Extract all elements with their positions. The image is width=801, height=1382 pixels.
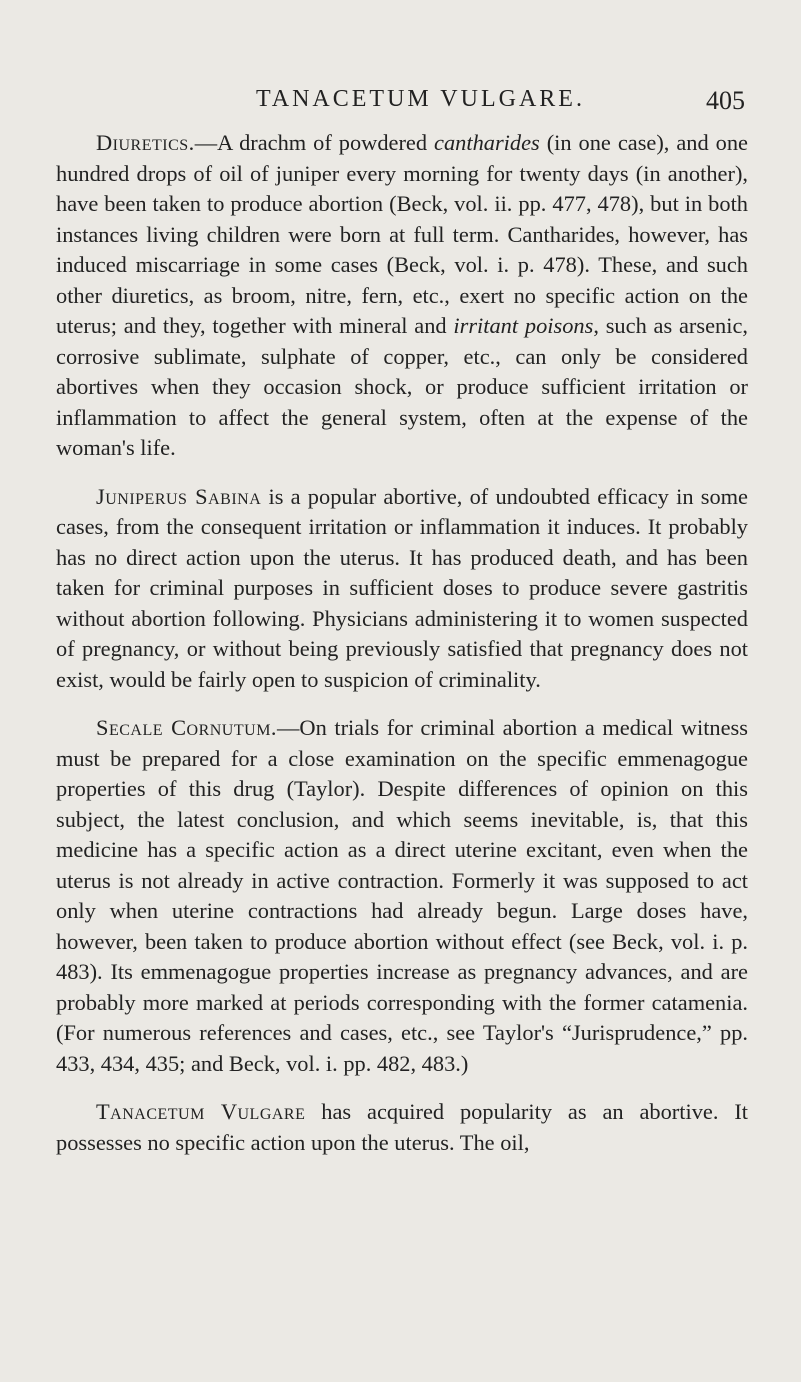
text-segment: —On trials for criminal abortion a medical witness must be prepared for a close examination on the specific emmenagogue properties of this drug (Taylor). Despite differences of opinion on this subject, the latest conclusion, and which seems inevitable, is, that this medicine has a specific action as a direct uterine excitant, even when the uterus is not already in active contraction. Formerly it was supposed to act only when uterine contractions had already begun. Large doses have, however, been taken to produce abortion without effect (see Beck, vol. i. p. 483). Its emmenagogue properties increase as pregnancy advances, and are probably more marked at periods corresponding with the former catamenia. (For numerous references and cases, etc., see Taylor's “Jurisprudence,” pp. 433, 434, 435; and Beck, vol. i. pp. 482, 483.): [56, 715, 748, 1076]
paragraph-lead: Tanacetum Vulgare: [96, 1099, 306, 1124]
text-segment: , such as arsenic, corrosive sublimate, sulphate of copper, etc., can only be considered abortives when they occasion shock, or produce sufficient irritation or inflammation to affect the general system, often at the expense of the woman's life.: [56, 313, 748, 460]
paragraph-secale-cornutum: [56, 713, 748, 1079]
text-segment: (in one case), and one hundred drops of oil of juniper every morning for twenty days (in another), have been taken to produce abortion (Beck, vol. ii. pp. 477, 478), but in both instances living children were born at full term. Cantharides, however, has induced miscarriage in some cases (Beck, vol. i. p. 478). These, and such other diuretics, as broom, nitre, fern, etc., exert no specific action on the uterus; and they, together with mineral and: [56, 130, 748, 338]
text-segment: is a popular abortive, of undoubted efficacy in some cases, from the consequent irritation or inflammation it induces. It probably has no direct action upon the uterus. It has produced death, and has been taken for criminal purposes in sufficient doses to produce severe gastritis without abortion following. Physicians administering it to women suspected of pregnancy, or without being previously satisfied that pregnancy does not exist, would be fairly open to suspicion of criminality.: [56, 483, 748, 692]
italic-term: cantharides: [434, 130, 540, 155]
italic-term: irritant poisons: [453, 313, 594, 338]
paragraph-tanacetum-vulgare: [56, 1097, 748, 1158]
page-body: [56, 128, 748, 1176]
paragraph-juniperus-sabina: [56, 482, 748, 696]
running-head-title: TANACETUM VULGARE.: [256, 86, 585, 112]
paragraph-lead: Diuretics.: [96, 130, 195, 155]
text-segment: has acquired popularity as an abortive. It possesses no specific action upon the uterus. The oil,: [56, 1099, 749, 1155]
running-head: [56, 86, 745, 116]
paragraph-lead: Secale Cornutum.: [96, 715, 278, 740]
text-segment: —A drachm of powdered: [194, 130, 435, 155]
page-number: 405: [706, 86, 745, 115]
paragraph-diuretics: [56, 128, 748, 464]
paragraph-lead: Juniperus Sabina: [96, 483, 262, 509]
